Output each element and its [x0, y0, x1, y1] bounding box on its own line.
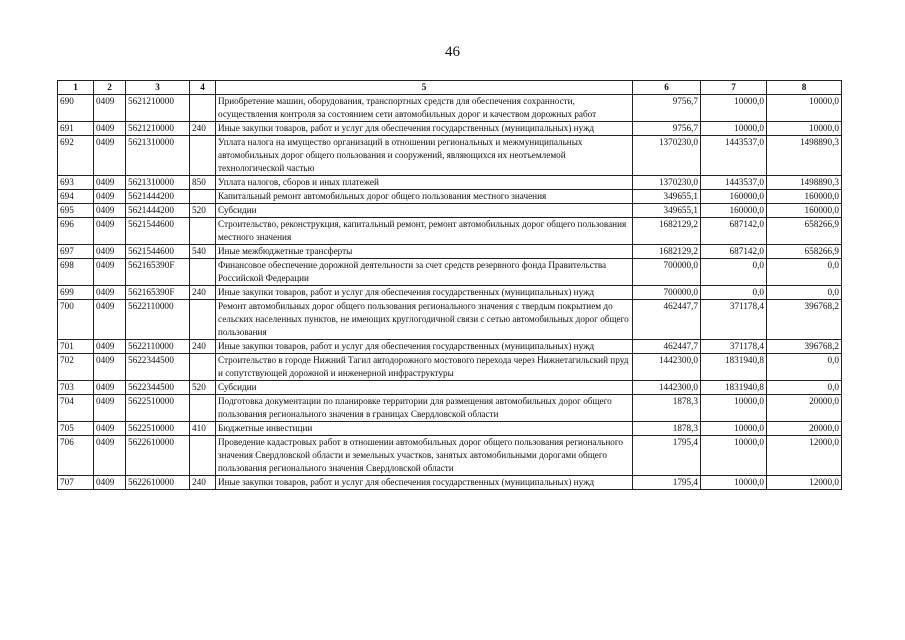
section-code: 0409 [94, 340, 126, 354]
amount-col-8: 1498890,3 [767, 176, 842, 190]
description: Подготовка документации по планировке территории для размещения автомобильных дорог общего пользования регионального значения в границах Свердловской области [216, 395, 633, 422]
header-col-8: 8 [767, 81, 842, 95]
section-code: 0409 [94, 436, 126, 476]
table-row [58, 395, 842, 422]
expense-type-code [190, 218, 216, 245]
amount-col-6: 1795,4 [633, 436, 701, 476]
section-code: 0409 [94, 422, 126, 436]
amount-col-7: 10000,0 [701, 422, 767, 436]
expense-type-code [190, 190, 216, 204]
expense-type-code: 240 [190, 340, 216, 354]
amount-col-6: 1878,3 [633, 422, 701, 436]
description: Уплата налогов, сборов и иных платежей [216, 176, 633, 190]
table-row [58, 245, 842, 259]
amount-col-8: 658266,9 [767, 218, 842, 245]
target-article-code: 5621444200 [126, 204, 190, 218]
amount-col-8: 20000,0 [767, 395, 842, 422]
amount-col-7: 10000,0 [701, 95, 767, 122]
expense-type-code: 240 [190, 122, 216, 136]
amount-col-6: 9756,7 [633, 95, 701, 122]
row-number: 706 [58, 436, 94, 476]
amount-col-8: 160000,0 [767, 204, 842, 218]
description: Иные закупки товаров, работ и услуг для обеспечения государственных (муниципальных) нужд [216, 122, 633, 136]
expense-type-code [190, 395, 216, 422]
expense-type-code [190, 259, 216, 286]
header-col-6: 6 [633, 81, 701, 95]
section-code: 0409 [94, 204, 126, 218]
row-number: 702 [58, 354, 94, 381]
expense-type-code: 540 [190, 245, 216, 259]
target-article-code: 562165390F [126, 286, 190, 300]
description: Проведение кадастровых работ в отношении автомобильных дорог общего пользования регионального значения Свердловской области и земельных участков, занятых автомобильными дорогами общего пользования регионального значения Свердловской области [216, 436, 633, 476]
header-row [58, 81, 842, 95]
amount-col-7: 10000,0 [701, 476, 767, 490]
row-number: 695 [58, 204, 94, 218]
amount-col-6: 9756,7 [633, 122, 701, 136]
row-number: 700 [58, 300, 94, 340]
row-number: 698 [58, 259, 94, 286]
amount-col-7: 1443537,0 [701, 176, 767, 190]
description: Капитальный ремонт автомобильных дорог общего пользования местного значения [216, 190, 633, 204]
amount-col-7: 687142,0 [701, 218, 767, 245]
amount-col-8: 10000,0 [767, 122, 842, 136]
amount-col-6: 1442300,0 [633, 354, 701, 381]
description: Строительство в городе Нижний Тагил автодорожного мостового перехода через Нижнетагильский пруд и сопутствующей дорожной и инженерной инфраструктуры [216, 354, 633, 381]
header-col-7: 7 [701, 81, 767, 95]
expense-type-code: 240 [190, 476, 216, 490]
expense-type-code [190, 354, 216, 381]
table-row [58, 476, 842, 490]
amount-col-8: 20000,0 [767, 422, 842, 436]
table-row [58, 422, 842, 436]
table-row [58, 122, 842, 136]
amount-col-8: 1498890,3 [767, 136, 842, 176]
expense-type-code [190, 95, 216, 122]
amount-col-7: 10000,0 [701, 436, 767, 476]
table-header [58, 81, 842, 95]
description: Бюджетные инвестиции [216, 422, 633, 436]
expense-type-code: 410 [190, 422, 216, 436]
table-row [58, 218, 842, 245]
expense-type-code [190, 436, 216, 476]
amount-col-7: 160000,0 [701, 190, 767, 204]
target-article-code: 5622510000 [126, 422, 190, 436]
table-row [58, 436, 842, 476]
amount-col-6: 349655,1 [633, 190, 701, 204]
target-article-code: 5621544600 [126, 245, 190, 259]
section-code: 0409 [94, 286, 126, 300]
row-number: 697 [58, 245, 94, 259]
amount-col-8: 0,0 [767, 354, 842, 381]
row-number: 690 [58, 95, 94, 122]
table-row [58, 340, 842, 354]
expense-type-code: 520 [190, 381, 216, 395]
section-code: 0409 [94, 259, 126, 286]
amount-col-7: 10000,0 [701, 395, 767, 422]
row-number: 705 [58, 422, 94, 436]
table-row [58, 136, 842, 176]
target-article-code: 5622344500 [126, 381, 190, 395]
target-article-code: 5621544600 [126, 218, 190, 245]
amount-col-7: 371178,4 [701, 340, 767, 354]
section-code: 0409 [94, 395, 126, 422]
amount-col-6: 462447,7 [633, 340, 701, 354]
table-row [58, 286, 842, 300]
section-code: 0409 [94, 300, 126, 340]
header-col-3: 3 [126, 81, 190, 95]
row-number: 701 [58, 340, 94, 354]
amount-col-7: 1831940,8 [701, 354, 767, 381]
amount-col-6: 1682129,2 [633, 218, 701, 245]
section-code: 0409 [94, 136, 126, 176]
section-code: 0409 [94, 218, 126, 245]
description: Уплата налога на имущество организаций в отношении региональных и межмуниципальных автомобильных дорог общего пользования и сооружений, являющихся их неотъемлемой технологической частью [216, 136, 633, 176]
row-number: 693 [58, 176, 94, 190]
row-number: 699 [58, 286, 94, 300]
header-col-5: 5 [216, 81, 633, 95]
amount-col-8: 658266,9 [767, 245, 842, 259]
amount-col-7: 1443537,0 [701, 136, 767, 176]
description: Приобретение машин, оборудования, транспортных средств для обеспечения сохранности, осуществления контроля за состоянием сети автомобильных дорог и качеством дорожных работ [216, 95, 633, 122]
row-number: 694 [58, 190, 94, 204]
target-article-code: 5621310000 [126, 136, 190, 176]
row-number: 692 [58, 136, 94, 176]
header-col-4: 4 [190, 81, 216, 95]
target-article-code: 5621310000 [126, 176, 190, 190]
expense-type-code: 520 [190, 204, 216, 218]
section-code: 0409 [94, 381, 126, 395]
description: Иные закупки товаров, работ и услуг для обеспечения государственных (муниципальных) нужд [216, 476, 633, 490]
amount-col-7: 371178,4 [701, 300, 767, 340]
amount-col-7: 0,0 [701, 259, 767, 286]
target-article-code: 5622344500 [126, 354, 190, 381]
table-row [58, 204, 842, 218]
amount-col-6: 700000,0 [633, 286, 701, 300]
target-article-code: 5622610000 [126, 436, 190, 476]
table-row [58, 300, 842, 340]
section-code: 0409 [94, 95, 126, 122]
amount-col-6: 700000,0 [633, 259, 701, 286]
expense-type-code: 850 [190, 176, 216, 190]
amount-col-8: 0,0 [767, 259, 842, 286]
description: Строительство, реконструкция, капитальный ремонт, ремонт автомобильных дорог общего пользования местного значения [216, 218, 633, 245]
table-body [58, 95, 842, 490]
amount-col-8: 12000,0 [767, 476, 842, 490]
description: Иные закупки товаров, работ и услуг для обеспечения государственных (муниципальных) нужд [216, 340, 633, 354]
amount-col-8: 0,0 [767, 381, 842, 395]
target-article-code: 5622110000 [126, 340, 190, 354]
target-article-code: 5622510000 [126, 395, 190, 422]
amount-col-6: 1442300,0 [633, 381, 701, 395]
description: Иные закупки товаров, работ и услуг для обеспечения государственных (муниципальных) нужд [216, 286, 633, 300]
row-number: 691 [58, 122, 94, 136]
target-article-code: 5621444200 [126, 190, 190, 204]
amount-col-6: 349655,1 [633, 204, 701, 218]
amount-col-8: 160000,0 [767, 190, 842, 204]
table-row [58, 176, 842, 190]
amount-col-7: 160000,0 [701, 204, 767, 218]
expense-type-code: 240 [190, 286, 216, 300]
section-code: 0409 [94, 190, 126, 204]
amount-col-7: 1831940,8 [701, 381, 767, 395]
row-number: 707 [58, 476, 94, 490]
section-code: 0409 [94, 476, 126, 490]
amount-col-7: 0,0 [701, 286, 767, 300]
header-col-1: 1 [58, 81, 94, 95]
description: Финансовое обеспечение дорожной деятельности за счет средств резервного фонда Правительства Российской Федерации [216, 259, 633, 286]
expense-type-code [190, 300, 216, 340]
amount-col-7: 687142,0 [701, 245, 767, 259]
section-code: 0409 [94, 122, 126, 136]
table-row [58, 95, 842, 122]
amount-col-6: 1878,3 [633, 395, 701, 422]
description: Иные межбюджетные трансферты [216, 245, 633, 259]
amount-col-8: 0,0 [767, 286, 842, 300]
row-number: 704 [58, 395, 94, 422]
budget-table [57, 80, 842, 490]
description: Субсидии [216, 381, 633, 395]
amount-col-8: 10000,0 [767, 95, 842, 122]
table-row [58, 259, 842, 286]
expense-type-code [190, 136, 216, 176]
table-row [58, 354, 842, 381]
header-col-2: 2 [94, 81, 126, 95]
row-number: 703 [58, 381, 94, 395]
target-article-code: 562165390F [126, 259, 190, 286]
amount-col-6: 1370230,0 [633, 176, 701, 190]
row-number: 696 [58, 218, 94, 245]
page-number: 46 [445, 44, 460, 60]
target-article-code: 5621210000 [126, 95, 190, 122]
amount-col-6: 1370230,0 [633, 136, 701, 176]
amount-col-7: 10000,0 [701, 122, 767, 136]
table-row [58, 381, 842, 395]
description: Ремонт автомобильных дорог общего пользования регионального значения с твердым покрытием до сельских населенных пунктов, не имеющих круглогодичной связи с сетью автомобильных дорог общего пользования [216, 300, 633, 340]
amount-col-8: 12000,0 [767, 436, 842, 476]
table-row [58, 190, 842, 204]
section-code: 0409 [94, 245, 126, 259]
amount-col-6: 1795,4 [633, 476, 701, 490]
target-article-code: 5622610000 [126, 476, 190, 490]
amount-col-6: 1682129,2 [633, 245, 701, 259]
target-article-code: 5622110000 [126, 300, 190, 340]
description: Субсидии [216, 204, 633, 218]
section-code: 0409 [94, 354, 126, 381]
amount-col-8: 396768,2 [767, 340, 842, 354]
amount-col-8: 396768,2 [767, 300, 842, 340]
amount-col-6: 462447,7 [633, 300, 701, 340]
section-code: 0409 [94, 176, 126, 190]
target-article-code: 5621210000 [126, 122, 190, 136]
